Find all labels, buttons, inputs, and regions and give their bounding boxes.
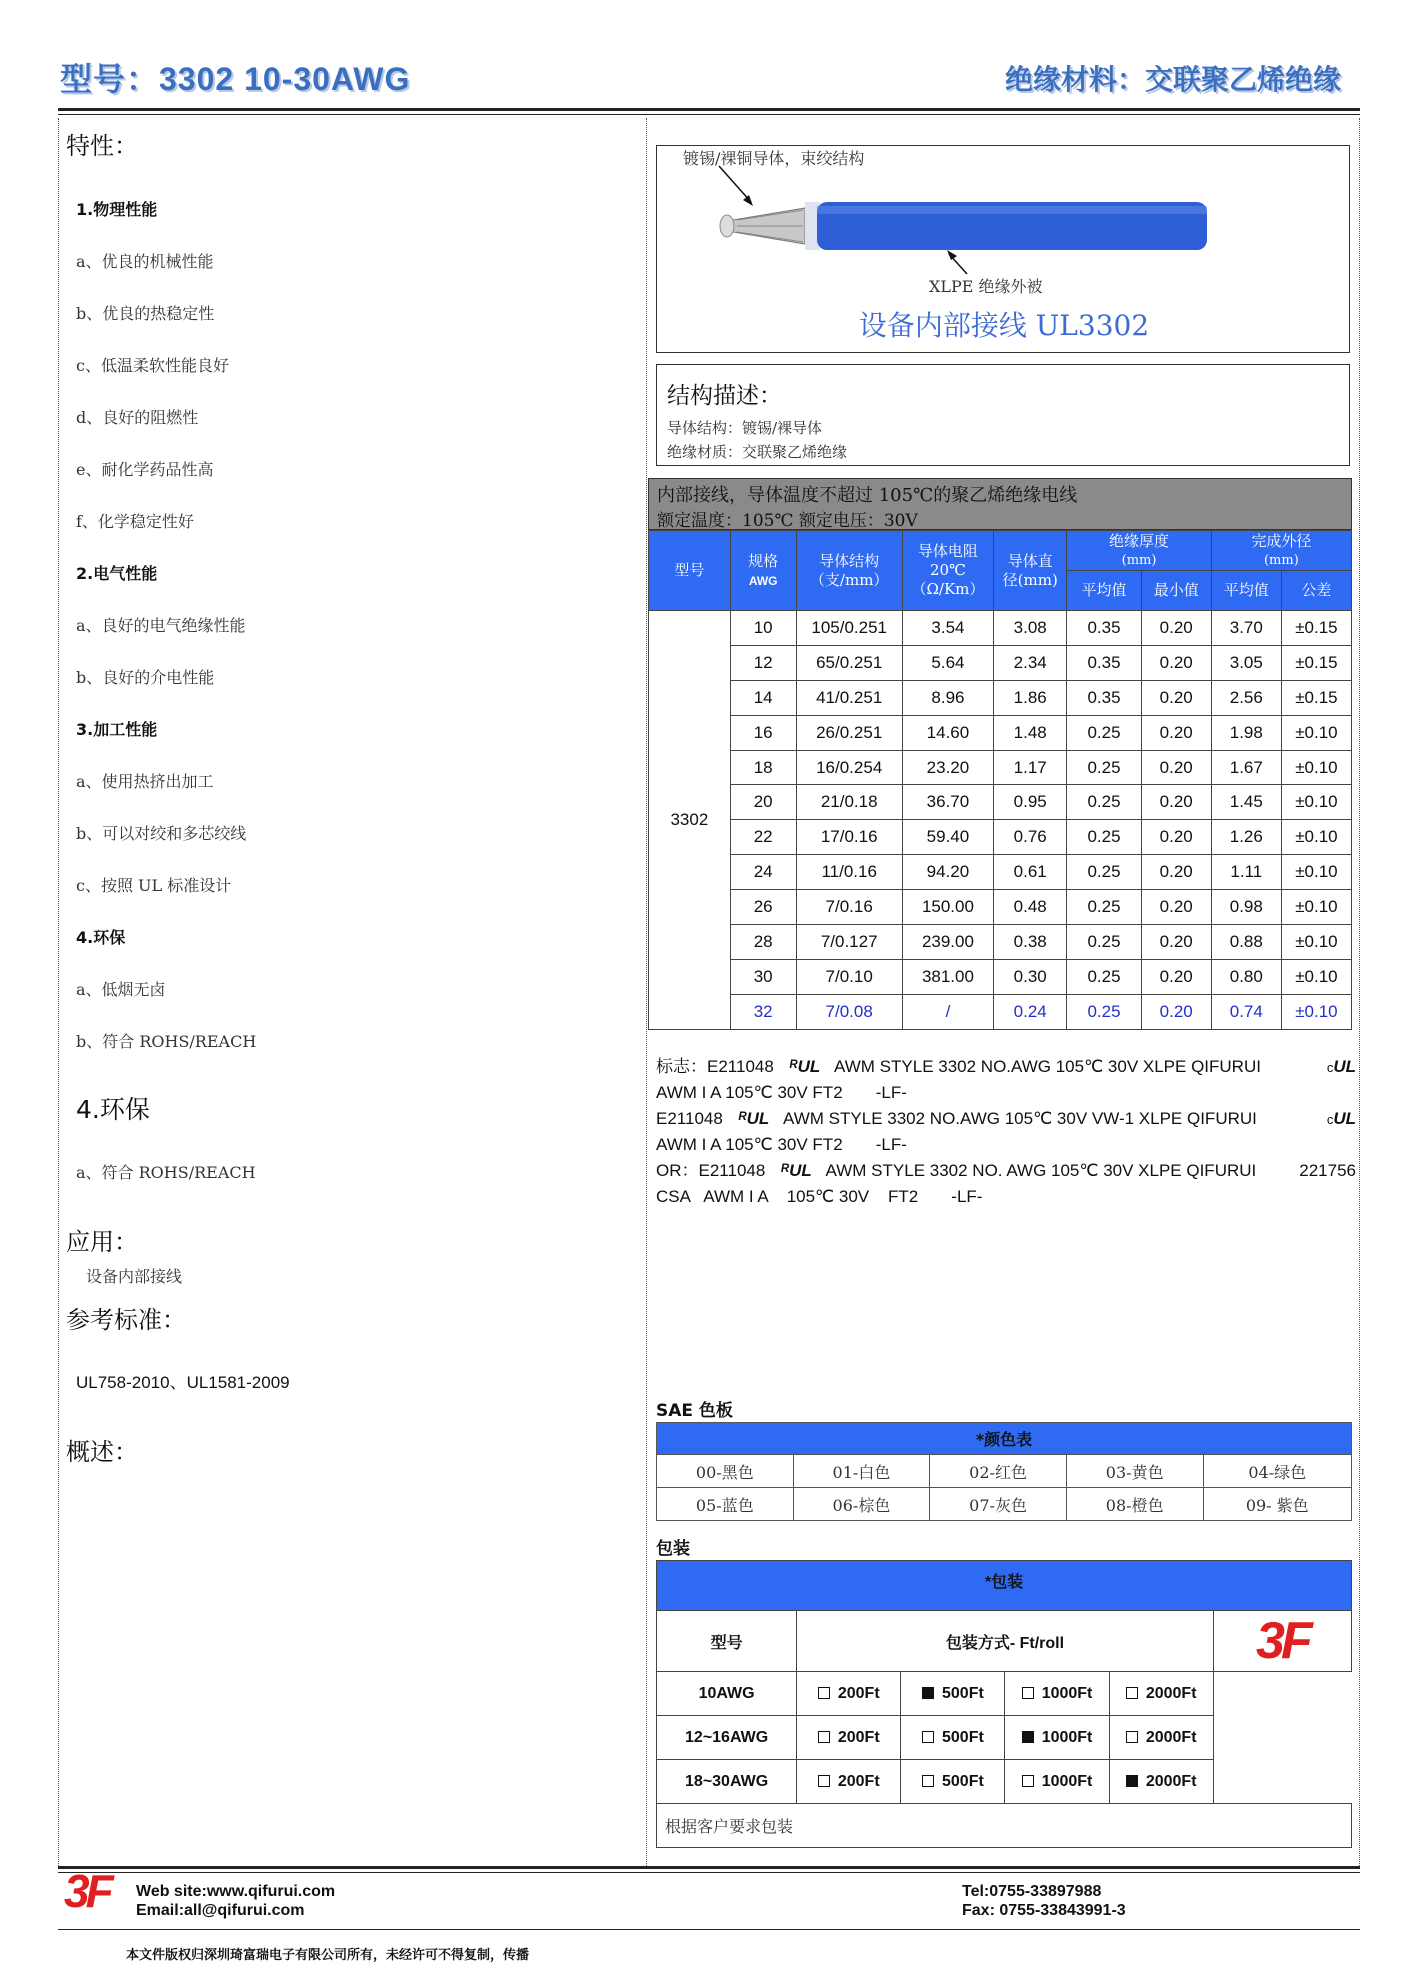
th-awg-unit: AWG — [748, 573, 778, 588]
unchecked-box-icon — [818, 1775, 830, 1787]
color-cell: 03-黄色 — [1066, 1455, 1203, 1488]
packing-option-label: 500Ft — [942, 1728, 984, 1746]
spec-cell: 1.48 — [994, 715, 1067, 750]
th-conductor-unit: （支/mm） — [809, 570, 889, 589]
section-title-environment: 4.环保 — [76, 928, 126, 947]
marking-line5-b: AWM STYLE 3302 NO. AWG 105℃ 30V XLPE QIFURUI — [825, 1161, 1257, 1180]
spec-row — [649, 645, 1352, 680]
th-od-tol: 公差 — [1281, 571, 1351, 611]
environment-title: 4.环保 — [76, 1095, 150, 1124]
packing-option-label: 500Ft — [942, 1684, 984, 1702]
spec-row — [649, 820, 1352, 855]
spec-cell: 0.20 — [1141, 959, 1211, 994]
reference-title: 参考标准： — [66, 1306, 186, 1334]
color-table-title: *颜色表 — [657, 1423, 1352, 1455]
feature-item: a、低烟无卤 — [76, 980, 166, 999]
unchecked-box-icon — [818, 1687, 830, 1699]
unchecked-box-icon — [1022, 1775, 1034, 1787]
spec-cell: 30 — [730, 959, 796, 994]
spec-row — [649, 994, 1352, 1029]
cable-diagram — [656, 145, 1350, 353]
color-cell: 07-灰色 — [930, 1488, 1067, 1521]
spec-cell: 0.25 — [1067, 750, 1141, 785]
th-od-label: 完成外径 — [1251, 531, 1312, 550]
spec-cell: 14.60 — [902, 715, 993, 750]
th-awg-label: 规格 — [748, 551, 779, 570]
spec-cell: 0.20 — [1141, 890, 1211, 925]
unchecked-box-icon — [818, 1731, 830, 1743]
environment-item: a、符合 ROHS/REACH — [76, 1163, 256, 1182]
structure-insulation: 绝缘材质：交联聚乙烯绝缘 — [667, 443, 848, 461]
feature-item: f、化学稳定性好 — [76, 512, 194, 531]
th-conductor — [796, 531, 902, 611]
packing-model: 10AWG — [657, 1672, 797, 1716]
packing-option-label: 1000Ft — [1041, 1728, 1093, 1746]
ul-mark-icon: ᴿUL — [780, 1161, 812, 1180]
marking-line3-a: E211048 — [656, 1109, 723, 1128]
spec-cell: ±0.10 — [1281, 855, 1351, 890]
th-insulation-label: 绝缘厚度 — [1109, 531, 1170, 550]
packing-option-label: 2000Ft — [1145, 1772, 1197, 1790]
footer-copyright: 本文件版权归深圳琦富瑞电子有限公司所有，未经许可不得复制，传播 — [126, 1948, 530, 1963]
feature-item: a、优良的机械性能 — [76, 252, 214, 271]
section-title-processing: 3.加工性能 — [76, 720, 158, 739]
packing-option — [1109, 1760, 1213, 1804]
spec-cell: 0.24 — [994, 994, 1067, 1029]
spec-cell: 0.48 — [994, 890, 1067, 925]
feature-item: b、良好的介电性能 — [76, 668, 215, 687]
header-divider — [58, 108, 1360, 111]
packing-option-label: 1000Ft — [1041, 1772, 1093, 1790]
th-resistance-unit: （Ω/Km） — [911, 579, 985, 598]
spec-cell: 0.20 — [1141, 994, 1211, 1029]
feature-item: a、良好的电气绝缘性能 — [76, 616, 246, 635]
spec-cell: 0.20 — [1141, 785, 1211, 820]
color-cell: 05-蓝色 — [657, 1488, 794, 1521]
packing-option-label: 1000Ft — [1041, 1684, 1093, 1702]
packing-model: 12~16AWG — [657, 1716, 797, 1760]
spec-cell: 150.00 — [902, 890, 993, 925]
packing-label: 包装 — [656, 1539, 690, 1559]
spec-cell: 94.20 — [902, 855, 993, 890]
spec-cell: 1.11 — [1211, 855, 1281, 890]
feature-item: d、良好的阻燃性 — [76, 408, 199, 427]
spec-cell: 23.20 — [902, 750, 993, 785]
spec-cell: 14 — [730, 680, 796, 715]
column-divider — [646, 118, 647, 1868]
cul-mark-icon: cUL — [1326, 1057, 1356, 1076]
packing-option — [901, 1760, 1005, 1804]
spec-cell: 105/0.251 — [796, 611, 902, 646]
th-resistance-label: 导体电阻 — [917, 542, 978, 561]
th-diameter-unit: 径(mm) — [1002, 570, 1058, 589]
spec-row — [649, 680, 1352, 715]
spec-cell: ±0.15 — [1281, 680, 1351, 715]
spec-cell: 22 — [730, 820, 796, 855]
spec-description — [648, 478, 1352, 530]
features-title: 特性： — [66, 132, 138, 160]
color-board-label: SAE 色板 — [656, 1401, 733, 1421]
conductor-label: 镀锡/裸铜导体，束绞结构 — [683, 149, 865, 168]
cul-prefix: c — [1326, 1112, 1334, 1127]
unchecked-box-icon — [1126, 1687, 1138, 1699]
spec-cell: ±0.10 — [1281, 925, 1351, 960]
spec-cell: 0.25 — [1067, 785, 1141, 820]
color-cell: 01-白色 — [793, 1455, 930, 1488]
spec-cell: 0.35 — [1067, 611, 1141, 646]
structure-box — [656, 364, 1350, 466]
spec-cell: 17/0.16 — [796, 820, 902, 855]
spec-row — [649, 715, 1352, 750]
spec-cell: 0.35 — [1067, 645, 1141, 680]
footer-logo: 3F — [64, 1865, 110, 1917]
footer-tel: Tel:0755-33897988 — [962, 1883, 1102, 1900]
page-title: 型号：3302 10-30AWG — [60, 61, 411, 97]
th-outer-diameter — [1211, 531, 1351, 571]
color-cell: 06-棕色 — [793, 1488, 930, 1521]
packing-option-label: 500Ft — [942, 1772, 984, 1790]
packing-option — [797, 1760, 901, 1804]
packing-title: *包装 — [657, 1561, 1352, 1611]
packing-option — [901, 1672, 1005, 1716]
spec-cell: 0.20 — [1141, 715, 1211, 750]
marking-line — [656, 1106, 1356, 1132]
spec-row — [649, 890, 1352, 925]
packing-option — [1109, 1672, 1213, 1716]
spec-row — [649, 785, 1352, 820]
color-cell: 02-红色 — [930, 1455, 1067, 1488]
spec-cell: 0.76 — [994, 820, 1067, 855]
packing-col-model: 型号 — [657, 1611, 797, 1672]
brand-logo: 3F — [1256, 1612, 1309, 1670]
spec-cell: 0.80 — [1211, 959, 1281, 994]
marking-block — [656, 1054, 1356, 1210]
th-insulation — [1067, 531, 1211, 571]
spec-cell: 1.45 — [1211, 785, 1281, 820]
spec-cell: 21/0.18 — [796, 785, 902, 820]
th-resistance — [902, 531, 993, 611]
application-title: 应用： — [66, 1228, 138, 1256]
unchecked-box-icon — [922, 1731, 934, 1743]
spec-cell: 0.25 — [1067, 890, 1141, 925]
checked-box-icon — [922, 1687, 934, 1699]
footer-divider — [58, 1866, 1360, 1869]
spec-cell: 3.70 — [1211, 611, 1281, 646]
spec-cell: 1.26 — [1211, 820, 1281, 855]
spec-cell: 0.25 — [1067, 715, 1141, 750]
packing-table — [656, 1560, 1352, 1848]
packing-option — [1109, 1716, 1213, 1760]
cul-mark-icon: cUL — [1326, 1109, 1356, 1128]
packing-option-label: 200Ft — [837, 1772, 880, 1790]
th-insulation-unit: (mm) — [1121, 553, 1157, 569]
th-resistance-temp: 20℃ — [930, 561, 966, 580]
unchecked-box-icon — [922, 1775, 934, 1787]
spec-cell: 2.56 — [1211, 680, 1281, 715]
spec-cell: 0.98 — [1211, 890, 1281, 925]
marking-line6: CSA AWM I A 105℃ 30V FT2 -LF- — [656, 1187, 983, 1206]
spec-cell: 24 — [730, 855, 796, 890]
spec-cell: 65/0.251 — [796, 645, 902, 680]
csa-number: 221756 — [1299, 1161, 1356, 1180]
diagram-title: 设备内部接线 UL3302 — [858, 309, 1150, 342]
feature-item: a、使用热挤出加工 — [76, 772, 214, 791]
packing-option-label: 2000Ft — [1145, 1684, 1197, 1702]
spec-cell: 12 — [730, 645, 796, 680]
spec-cell: 20 — [730, 785, 796, 820]
color-cell: 08-橙色 — [1066, 1488, 1203, 1521]
spec-table — [648, 530, 1352, 1030]
footer-website: Web site:www.qifurui.com — [136, 1883, 336, 1900]
spec-desc-line1: 内部接线，导体温度不超过 105℃的聚乙烯绝缘电线 — [657, 485, 1078, 506]
spec-cell: 0.25 — [1067, 855, 1141, 890]
spec-cell: 0.20 — [1141, 925, 1211, 960]
packing-option — [797, 1716, 901, 1760]
footer-divider-thin — [58, 1872, 1360, 1873]
spec-cell: ±0.10 — [1281, 820, 1351, 855]
spec-cell: 0.20 — [1141, 750, 1211, 785]
spec-cell: 0.20 — [1141, 645, 1211, 680]
feature-item: b、符合 ROHS/REACH — [76, 1032, 257, 1051]
spec-cell: 16 — [730, 715, 796, 750]
unchecked-box-icon — [1126, 1731, 1138, 1743]
spec-cell: 10 — [730, 611, 796, 646]
structure-title: 结构描述： — [667, 383, 782, 409]
packing-row — [657, 1672, 1352, 1716]
packing-model: 18~30AWG — [657, 1760, 797, 1804]
spec-cell: 7/0.16 — [796, 890, 902, 925]
packing-note: 根据客户要求包装 — [657, 1804, 1352, 1848]
spec-cell: 7/0.08 — [796, 994, 902, 1029]
packing-row — [657, 1716, 1352, 1760]
feature-item: c、按照 UL 标准设计 — [76, 876, 232, 895]
color-cell: 04-绿色 — [1203, 1455, 1352, 1488]
marking-line4: AWM I A 105℃ 30V FT2 -LF- — [656, 1135, 907, 1154]
th-awg — [730, 531, 796, 611]
structure-conductor: 导体结构：镀锡/裸导体 — [667, 419, 823, 437]
footer-bottom-divider — [58, 1929, 1360, 1930]
packing-col-method: 包装方式- Ft/roll — [797, 1611, 1214, 1672]
spec-row — [649, 925, 1352, 960]
spec-cell: 0.20 — [1141, 680, 1211, 715]
spec-cell: ±0.10 — [1281, 750, 1351, 785]
spec-row — [649, 750, 1352, 785]
application-item: 设备内部接线 — [86, 1267, 183, 1286]
spec-cell: 59.40 — [902, 820, 993, 855]
spec-cell: 3.05 — [1211, 645, 1281, 680]
checked-box-icon — [1126, 1775, 1138, 1787]
packing-option-label: 200Ft — [837, 1728, 880, 1746]
spec-cell: 0.25 — [1067, 994, 1141, 1029]
marking-line1-b: AWM STYLE 3302 NO.AWG 105℃ 30V XLPE QIFURUI — [834, 1057, 1261, 1076]
spec-cell: ±0.10 — [1281, 959, 1351, 994]
marking-line — [656, 1054, 1356, 1080]
th-od-avg: 平均值 — [1211, 571, 1281, 611]
spec-cell: 2.34 — [994, 645, 1067, 680]
spec-row — [649, 611, 1352, 646]
cul-prefix: c — [1326, 1060, 1334, 1075]
spec-cell: ±0.10 — [1281, 890, 1351, 925]
spec-cell: 11/0.16 — [796, 855, 902, 890]
spec-cell: / — [902, 994, 993, 1029]
spec-cell: 32 — [730, 994, 796, 1029]
checked-box-icon — [1022, 1731, 1034, 1743]
spec-cell: 16/0.254 — [796, 750, 902, 785]
spec-cell: 41/0.251 — [796, 680, 902, 715]
marking-line — [656, 1158, 1356, 1184]
packing-option-label: 200Ft — [837, 1684, 880, 1702]
spec-cell: 0.95 — [994, 785, 1067, 820]
packing-row — [657, 1760, 1352, 1804]
spec-cell: 26/0.251 — [796, 715, 902, 750]
spec-cell: 7/0.10 — [796, 959, 902, 994]
spec-cell: 0.25 — [1067, 959, 1141, 994]
spec-cell: 0.38 — [994, 925, 1067, 960]
packing-option-label: 2000Ft — [1145, 1728, 1197, 1746]
spec-cell: 0.25 — [1067, 925, 1141, 960]
color-cell: 00-黑色 — [657, 1455, 794, 1488]
spec-cell: ±0.15 — [1281, 645, 1351, 680]
spec-cell: 0.74 — [1211, 994, 1281, 1029]
spec-cell: 1.98 — [1211, 715, 1281, 750]
spec-row — [649, 855, 1352, 890]
feature-item: b、可以对绞和多芯绞线 — [76, 824, 247, 843]
packing-option — [1005, 1672, 1109, 1716]
spec-cell: ±0.10 — [1281, 785, 1351, 820]
reference-standards: UL758-2010、UL1581-2009 — [76, 1373, 290, 1392]
footer-email: Email:all@qifurui.com — [136, 1902, 305, 1919]
spec-cell: 1.86 — [994, 680, 1067, 715]
th-conductor-label: 导体结构 — [819, 551, 880, 570]
spec-cell: 0.30 — [994, 959, 1067, 994]
spec-cell: 1.17 — [994, 750, 1067, 785]
spec-cell: ±0.10 — [1281, 715, 1351, 750]
marking-line3-b: AWM STYLE 3302 NO.AWG 105℃ 30V VW-1 XLPE QIFURUI — [783, 1109, 1257, 1128]
packing-option — [1005, 1760, 1109, 1804]
spec-cell: 0.61 — [994, 855, 1067, 890]
spec-cell: 0.20 — [1141, 855, 1211, 890]
insulation-material-title: 绝缘材料：交联聚乙烯绝缘 — [1004, 64, 1341, 95]
th-od-unit: (mm) — [1263, 553, 1299, 569]
feature-item: c、低温柔软性能良好 — [76, 356, 229, 375]
th-diameter — [994, 531, 1067, 611]
color-cell: 09- 紫色 — [1203, 1488, 1352, 1521]
spec-cell: 1.67 — [1211, 750, 1281, 785]
spec-cell: 3.54 — [902, 611, 993, 646]
spec-cell: 0.20 — [1141, 820, 1211, 855]
overview-title: 概述： — [66, 1438, 138, 1466]
spec-cell: ±0.15 — [1281, 611, 1351, 646]
marking-line5-a: OR：E211048 — [656, 1161, 766, 1180]
spec-model-cell: 3302 — [649, 611, 731, 1030]
spec-cell: 3.08 — [994, 611, 1067, 646]
spec-cell: 0.88 — [1211, 925, 1281, 960]
footer-fax: Fax: 0755-33843991-3 — [962, 1902, 1126, 1919]
header-divider-thin — [58, 114, 1360, 115]
spec-cell: ±0.10 — [1281, 994, 1351, 1029]
spec-cell: 7/0.127 — [796, 925, 902, 960]
packing-option — [901, 1716, 1005, 1760]
th-diameter-label: 导体直 — [1007, 551, 1053, 570]
feature-item: b、优良的热稳定性 — [76, 304, 215, 323]
spec-cell: 18 — [730, 750, 796, 785]
spec-cell: 239.00 — [902, 925, 993, 960]
spec-cell: 28 — [730, 925, 796, 960]
spec-desc-line2: 额定温度：105℃ 额定电压：30V — [657, 511, 918, 531]
unchecked-box-icon — [1022, 1687, 1034, 1699]
spec-cell: 0.20 — [1141, 611, 1211, 646]
spec-row — [649, 959, 1352, 994]
th-ins-min: 最小值 — [1141, 571, 1211, 611]
jacket-label: XLPE 绝缘外被 — [929, 277, 1043, 296]
marking-line2: AWM I A 105℃ 30V FT2 -LF- — [656, 1083, 907, 1102]
marking-line1-a: 标志：E211048 — [656, 1057, 774, 1076]
spec-cell: 0.35 — [1067, 680, 1141, 715]
spec-cell: 36.70 — [902, 785, 993, 820]
ul-mark-icon: ᴿUL — [737, 1109, 770, 1128]
ul-mark-icon: ᴿUL — [788, 1057, 821, 1076]
packing-logo — [1213, 1611, 1351, 1672]
spec-cell: 26 — [730, 890, 796, 925]
packing-option — [1005, 1716, 1109, 1760]
feature-item: e、耐化学药品性高 — [76, 460, 214, 479]
th-ins-avg: 平均值 — [1067, 571, 1141, 611]
spec-cell: 0.25 — [1067, 820, 1141, 855]
color-table — [656, 1422, 1352, 1521]
section-title-electrical: 2.电气性能 — [76, 564, 158, 583]
packing-option — [797, 1672, 901, 1716]
spec-cell: 5.64 — [902, 645, 993, 680]
section-title-physical: 1.物理性能 — [76, 200, 158, 219]
spec-cell: 8.96 — [902, 680, 993, 715]
th-model: 型号 — [649, 531, 731, 611]
spec-cell: 381.00 — [902, 959, 993, 994]
